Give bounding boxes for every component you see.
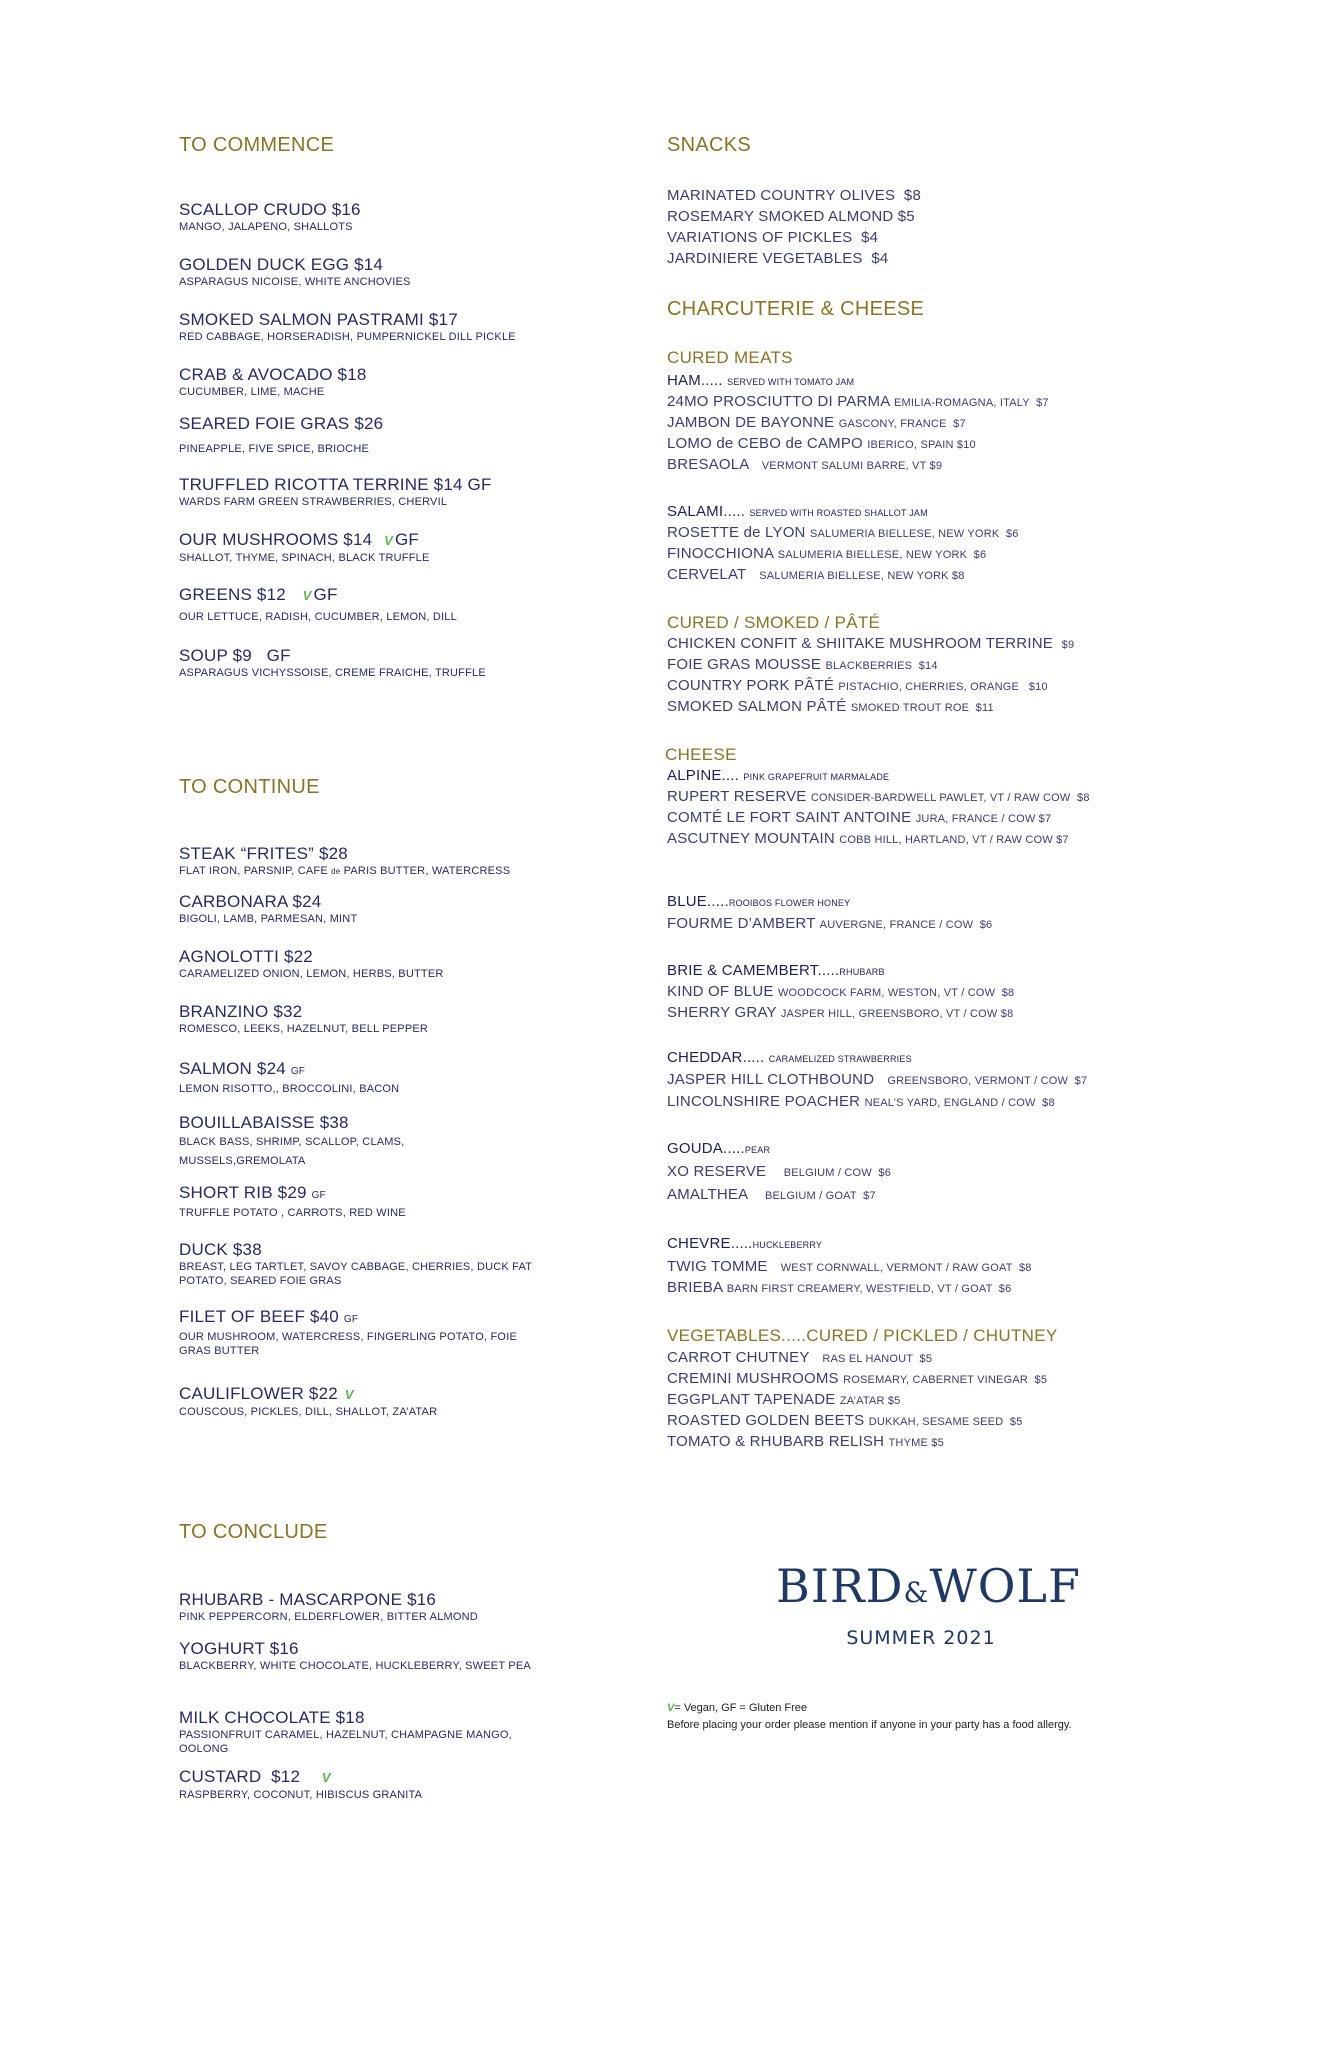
- menu-line: [667, 1279, 1011, 1298]
- menu-item: [179, 530, 579, 565]
- dish-description: MANGO, JALAPENO, SHALLOTS: [179, 221, 353, 233]
- dish-description: BLACKBERRY, WHITE CHOCOLATE, HUCKLEBERRY, SWEET PEA: [179, 1660, 531, 1672]
- item-name: CARROT CHUTNEY: [667, 1349, 823, 1366]
- allergy-note: Before placing your order please mention if anyone in your party has a food allergy.: [667, 1719, 1072, 1731]
- menu-item: [179, 947, 579, 981]
- item-name: COMTÉ LE FORT SAINT ANTOINE: [667, 809, 916, 826]
- snack-item: MARINATED COUNTRY OLIVES $8: [667, 187, 921, 204]
- dish-name: [179, 1059, 579, 1082]
- dish-name: [179, 1183, 579, 1206]
- menu-line: [667, 545, 986, 564]
- item-name: CHICKEN CONFIT & SHIITAKE MUSHROOM TERRINE: [667, 635, 1062, 652]
- dish-description: OUR MUSHROOM, WATERCRESS, FINGERLING POTATO, FOIE GRAS BUTTER: [179, 1331, 517, 1357]
- item-detail: BELGIUM / GOAT $7: [764, 1190, 876, 1202]
- menu-line: [667, 456, 942, 475]
- menu-line: [667, 524, 1019, 543]
- brand-name: [776, 1559, 1081, 1619]
- group-label: HAM.....: [667, 372, 723, 389]
- dish-description: RASPBERRY, COCONUT, HIBISCUS GRANITA: [179, 1789, 423, 1801]
- dish-name: [179, 585, 579, 606]
- item-detail: SALUMERIA BIELLESE, NEW YORK $6: [777, 549, 987, 561]
- dish-description: ROMESCO, LEEKS, HAZELNUT, BELL PEPPER: [179, 1023, 429, 1035]
- item-detail: WEST CORNWALL, VERMONT / RAW GOAT $8: [780, 1262, 1032, 1274]
- cheese-group-label: [667, 893, 850, 912]
- dish-name: BOUILLABAISSE $38: [179, 1113, 349, 1132]
- dish-description: BIGOLI, LAMB, PARMESAN, MINT: [179, 913, 358, 925]
- gluten-free-tag: GF: [311, 1190, 326, 1201]
- dish-description: LEMON RISOTTO,, BROCCOLINI, BACON: [179, 1083, 400, 1095]
- item-detail: VERMONT SALUMI BARRE, VT $9: [761, 460, 943, 472]
- menu-line: [667, 1349, 932, 1368]
- item-name: ASCUTNEY MOUNTAIN: [667, 830, 840, 847]
- menu-line: [667, 1186, 876, 1205]
- dish-title: SHORT RIB $29: [179, 1183, 307, 1202]
- item-detail: ROSEMARY, CABERNET VINEGAR $5: [843, 1374, 1048, 1386]
- cheese-group-label: [667, 1140, 770, 1159]
- dish-name: [179, 1307, 539, 1330]
- dish-description: COUSCOUS, PICKLES, DILL, SHALLOT, ZA’ATAR: [179, 1406, 438, 1418]
- cheese-group-label: [667, 767, 889, 786]
- menu-line: [667, 1391, 901, 1410]
- item-name: JASPER HILL CLOTHBOUND: [667, 1071, 888, 1088]
- cheese-group-label: [667, 1049, 912, 1068]
- dish-name: [179, 1767, 579, 1788]
- group-label: SALAMI.....: [667, 503, 746, 520]
- group-note: SERVED WITH ROASTED SHALLOT JAM: [749, 508, 928, 518]
- menu-item: [179, 1639, 539, 1673]
- subheading-cured-smoked-pate: CURED / SMOKED / PÂTÉ: [667, 613, 881, 632]
- menu-line: [667, 1004, 1013, 1023]
- section-heading-conclude: TO CONCLUDE: [179, 1521, 328, 1543]
- dish-name: BRANZINO $32: [179, 1002, 303, 1021]
- menu-line: [667, 830, 1069, 849]
- menu-item: [179, 365, 579, 399]
- menu-item: [179, 1183, 579, 1220]
- menu-line: [667, 1163, 891, 1182]
- menu-line: [667, 1370, 1047, 1389]
- item-detail: COBB HILL, HARTLAND, VT / RAW COW $7: [839, 834, 1069, 846]
- dish-desc-part: de: [331, 867, 341, 876]
- brand-name-part: WOLF: [929, 1559, 1081, 1613]
- menu-item: [179, 255, 579, 289]
- vegan-icon: V: [344, 1387, 354, 1402]
- season-label: SUMMER 2021: [846, 1627, 996, 1649]
- item-name: BRIEBA: [667, 1279, 727, 1296]
- menu-legend: [667, 1700, 1072, 1734]
- menu-line: [667, 677, 1048, 696]
- item-detail: ZA’ATAR $5: [839, 1395, 901, 1407]
- legend-text: = Vegan, GF = Gluten Free: [674, 1702, 808, 1714]
- menu-item: [179, 585, 579, 624]
- brand-logo: [776, 1559, 1081, 1649]
- item-detail: RAS EL HANOUT $5: [822, 1353, 933, 1365]
- group-note: RHUBARB: [839, 967, 885, 977]
- item-name: JAMBON DE BAYONNE: [667, 414, 839, 431]
- dish-name: SMOKED SALMON PASTRAMI $17: [179, 310, 458, 329]
- item-name: ROSETTE de LYON: [667, 524, 810, 541]
- section-heading-charcuterie: CHARCUTERIE & CHEESE: [667, 298, 925, 320]
- item-name: FINOCCHIONA: [667, 545, 778, 562]
- dish-name: SCALLOP CRUDO $16: [179, 200, 361, 219]
- menu-line: [667, 1258, 1032, 1277]
- dish-name: AGNOLOTTI $22: [179, 947, 313, 966]
- item-name: CREMINI MUSHROOMS: [667, 1370, 844, 1387]
- group-label: BLUE.....: [667, 893, 729, 910]
- group-label: CHEDDAR.....: [667, 1049, 769, 1066]
- item-name: RUPERT RESERVE: [667, 788, 811, 805]
- item-detail: BELGIUM / COW $6: [783, 1167, 892, 1179]
- salami-label: [667, 503, 928, 522]
- item-name: COUNTRY PORK PÂTÉ: [667, 677, 839, 694]
- dish-description: [179, 864, 579, 879]
- item-name: SMOKED SALMON PÂTÉ: [667, 698, 851, 715]
- dish-name: SOUP $9 GF: [179, 646, 291, 665]
- item-detail: IBERICO, SPAIN $10: [867, 439, 976, 451]
- dish-description: BREAST, LEG TARTLET, SAVOY CABBAGE, CHERRIES, DUCK FAT POTATO, SEARED FOIE GRAS: [179, 1261, 532, 1287]
- item-name: BRESAOLA: [667, 456, 762, 473]
- section-heading-snacks: SNACKS: [667, 134, 752, 156]
- item-detail: AUVERGNE, FRANCE / COW $6: [819, 919, 993, 931]
- group-note: PEAR: [744, 1145, 771, 1155]
- item-detail: JASPER HILL, GREENSBORO, VT / COW $8: [780, 1008, 1014, 1020]
- subheading-vegetables: VEGETABLES.....CURED / PICKLED / CHUTNEY: [667, 1326, 1058, 1345]
- menu-line: [667, 656, 938, 675]
- item-name: 24MO PROSCIUTTO DI PARMA: [667, 393, 894, 410]
- dish-name: MILK CHOCOLATE $18: [179, 1708, 365, 1727]
- item-name: LINCOLNSHIRE POACHER: [667, 1093, 865, 1110]
- section-heading-continue: TO CONTINUE: [179, 776, 320, 798]
- dish-name: YOGHURT $16: [179, 1639, 299, 1658]
- gluten-free-tag: GF: [395, 530, 420, 549]
- dish-description: ASPARAGUS VICHYSSOISE, CREME FRAICHE, TRUFFLE: [179, 667, 486, 679]
- item-detail: NEAL’S YARD, ENGLAND / COW $8: [864, 1097, 1055, 1109]
- item-name: TOMATO & RHUBARB RELISH: [667, 1433, 889, 1450]
- dish-description: CUCUMBER, LIME, MACHE: [179, 386, 325, 398]
- ham-label: [667, 372, 854, 391]
- dish-description: ASPARAGUS NICOISE, WHITE ANCHOVIES: [179, 276, 411, 288]
- dish-description: RED CABBAGE, HORSERADISH, PUMPERNICKEL DILL PICKLE: [179, 331, 516, 343]
- section-heading-commence: TO COMMENCE: [179, 134, 335, 156]
- dish-description: WARDS FARM GREEN STRAWBERRIES, CHERVIL: [179, 496, 448, 508]
- cheese-group-label: [667, 1235, 822, 1254]
- menu-line: [667, 788, 1090, 807]
- group-note: SERVED WITH TOMATO JAM: [727, 377, 855, 387]
- item-name: FOIE GRAS MOUSSE: [667, 656, 826, 673]
- item-name: LOMO de CEBO de CAMPO: [667, 435, 868, 452]
- menu-item: [179, 1767, 579, 1802]
- menu-line: [667, 1071, 1087, 1090]
- menu-item: [179, 310, 579, 344]
- item-detail: GREENSBORO, VERMONT / COW $7: [887, 1075, 1088, 1087]
- menu-item: [179, 1113, 439, 1171]
- dish-description: CARAMELIZED ONION, LEMON, HERBS, BUTTER: [179, 968, 444, 980]
- menu-line: [667, 698, 994, 717]
- gluten-free-tag: GF: [343, 1314, 359, 1325]
- dish-name: CRAB & AVOCADO $18: [179, 365, 367, 384]
- snack-item: VARIATIONS OF PICKLES $4: [667, 229, 879, 246]
- dish-name: STEAK “FRITES” $28: [179, 844, 348, 863]
- menu-item: [179, 1002, 579, 1036]
- item-detail: SALUMERIA BIELLESE, NEW YORK $8: [759, 570, 965, 582]
- dish-name: GOLDEN DUCK EGG $14: [179, 255, 384, 274]
- dish-name: [179, 1384, 579, 1405]
- cheese-group-label: [667, 962, 885, 981]
- item-detail: DUKKAH, SESAME SEED $5: [868, 1416, 1023, 1428]
- menu-item: [179, 1240, 539, 1288]
- item-name: ROASTED GOLDEN BEETS: [667, 1412, 869, 1429]
- menu-item: [179, 475, 579, 509]
- dish-description: PINK PEPPERCORN, ELDERFLOWER, BITTER ALMOND: [179, 1611, 478, 1623]
- menu-line: [667, 393, 1049, 412]
- item-detail: WOODCOCK FARM, WESTON, VT / COW $8: [777, 987, 1015, 999]
- item-detail: $9: [1061, 639, 1075, 651]
- gluten-free-tag: GF: [313, 585, 338, 604]
- dish-desc-part: PARIS BUTTER, WATERCRESS: [340, 865, 511, 877]
- menu-item: [179, 646, 579, 680]
- dish-description: BLACK BASS, SHRIMP, SCALLOP, CLAMS, MUSSELS,GREMOLATA: [179, 1136, 405, 1167]
- group-note: CARAMELIZED STRAWBERRIES: [768, 1054, 912, 1064]
- item-detail: BARN FIRST CREAMERY, WESTFIELD, VT / GOAT $6: [726, 1283, 1012, 1295]
- dish-name: SEARED FOIE GRAS $26: [179, 414, 384, 433]
- dish-description: OUR LETTUCE, RADISH, CUCUMBER, LEMON, DILL: [179, 611, 457, 623]
- dish-name: RHUBARB - MASCARPONE $16: [179, 1590, 437, 1609]
- menu-item: [179, 1059, 579, 1096]
- dish-description: PASSIONFRUIT CARAMEL, HAZELNUT, CHAMPAGNE MANGO, OOLONG: [179, 1729, 512, 1755]
- dish-description: TRUFFLE POTATO , CARROTS, RED WINE: [179, 1207, 406, 1219]
- item-detail: CONSIDER-BARDWELL PAWLET, VT / RAW COW $8: [810, 792, 1090, 804]
- menu-line: [667, 1433, 944, 1452]
- menu-item: [179, 892, 579, 926]
- item-name: TWIG TOMME: [667, 1258, 781, 1275]
- dish-title: SALMON $24: [179, 1059, 286, 1078]
- dish-title: CAULIFLOWER $22: [179, 1384, 338, 1403]
- dish-title: FILET OF BEEF $40: [179, 1307, 339, 1326]
- brand-ampersand: &: [903, 1576, 930, 1609]
- item-name: EGGPLANT TAPENADE: [667, 1391, 840, 1408]
- dish-title: CUSTARD $12: [179, 1767, 301, 1786]
- menu-item: [179, 414, 579, 456]
- snack-item: ROSEMARY SMOKED ALMOND $5: [667, 208, 915, 225]
- item-detail: PISTACHIO, CHERRIES, ORANGE $10: [838, 681, 1048, 693]
- group-label: ALPINE....: [667, 767, 740, 784]
- dish-name: DUCK $38: [179, 1240, 262, 1259]
- vegan-icon: V: [384, 533, 393, 548]
- group-note: PINK GRAPEFRUIT MARMALADE: [743, 772, 890, 782]
- subheading-cured-meats: CURED MEATS: [667, 348, 793, 367]
- item-detail: SMOKED TROUT ROE $11: [850, 702, 994, 714]
- group-note: ROOIBOS FLOWER HONEY: [728, 898, 851, 908]
- group-label: GOUDA.....: [667, 1140, 745, 1157]
- dish-name: [179, 530, 579, 551]
- item-detail: SALUMERIA BIELLESE, NEW YORK $6: [809, 528, 1019, 540]
- item-detail: EMILIA-ROMAGNA, ITALY $7: [893, 397, 1049, 409]
- group-label: CHEVRE.....: [667, 1235, 753, 1252]
- dish-description: PINEAPPLE, FIVE SPICE, BRIOCHE: [179, 443, 369, 455]
- snack-item: JARDINIERE VEGETABLES $4: [667, 250, 889, 267]
- menu-line: [667, 566, 965, 585]
- menu-line: [667, 983, 1014, 1002]
- item-name: CERVELAT: [667, 566, 760, 583]
- item-name: XO RESERVE: [667, 1163, 784, 1180]
- item-detail: JURA, FRANCE / COW $7: [915, 813, 1052, 825]
- dish-description: SHALLOT, THYME, SPINACH, BLACK TRUFFLE: [179, 552, 430, 564]
- menu-line: [667, 635, 1074, 654]
- item-name: KIND OF BLUE: [667, 983, 778, 1000]
- menu-line: [667, 435, 976, 454]
- dish-name: CARBONARA $24: [179, 892, 322, 911]
- menu-item: [179, 1307, 539, 1358]
- dish-title: GREENS $12: [179, 585, 286, 604]
- menu-line: [667, 1412, 1023, 1431]
- vegan-icon: V: [302, 588, 312, 603]
- vegan-icon: V: [667, 1702, 675, 1714]
- menu-item: [179, 1384, 579, 1419]
- menu-line: [667, 414, 966, 433]
- menu-line: [667, 809, 1051, 828]
- menu-line: [667, 1093, 1055, 1112]
- menu-item: [179, 1590, 579, 1624]
- legend-line: [667, 1700, 1072, 1717]
- gluten-free-tag: GF: [290, 1066, 306, 1077]
- item-name: FOURME D’AMBERT: [667, 915, 820, 932]
- item-name: AMALTHEA: [667, 1186, 765, 1203]
- vegan-icon: V: [321, 1770, 331, 1785]
- menu-item: [179, 844, 579, 879]
- item-detail: THYME $5: [888, 1437, 944, 1449]
- group-note: HUCKLEBERRY: [752, 1240, 823, 1250]
- item-detail: BLACKBERRIES $14: [825, 660, 938, 672]
- brand-name-part: BIRD: [776, 1559, 904, 1613]
- menu-line: [667, 915, 992, 934]
- subheading-cheese: CHEESE: [665, 745, 737, 764]
- dish-name: TRUFFLED RICOTTA TERRINE $14 GF: [179, 475, 492, 494]
- menu-item: [179, 200, 579, 234]
- group-label: BRIE & CAMEMBERT.....: [667, 962, 840, 979]
- menu-item: [179, 1708, 559, 1756]
- item-name: SHERRY GRAY: [667, 1004, 781, 1021]
- dish-desc-part: FLAT IRON, PARSNIP, CAFE: [179, 865, 332, 877]
- dish-title: OUR MUSHROOMS $14: [179, 530, 373, 549]
- item-detail: GASCONY, FRANCE $7: [838, 418, 966, 430]
